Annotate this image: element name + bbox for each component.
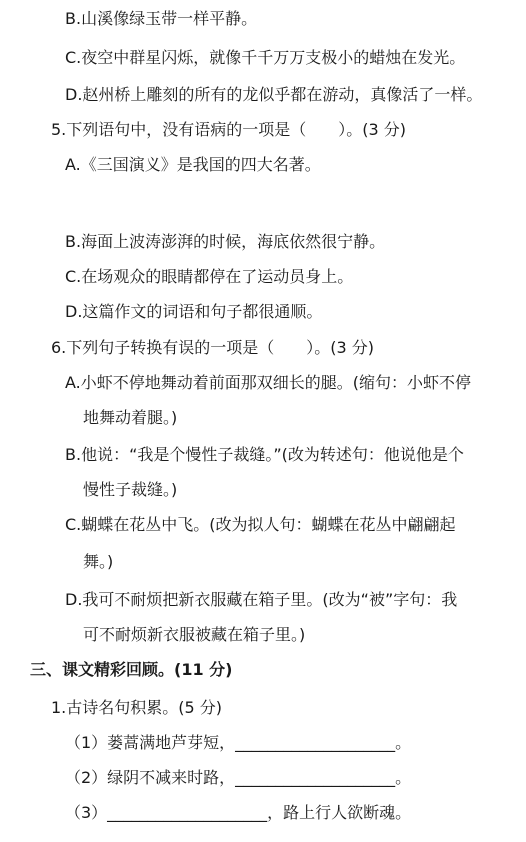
- q6-option-c-line2: 舞。): [83, 552, 114, 571]
- q6-option-b-line2: 慢性子裁缝。): [83, 480, 178, 499]
- q6-option-b-line1: B.他说：“我是个慢性子裁缝。”(改为转述句：他说他是个: [65, 445, 464, 464]
- q4-option-c: C.夜空中群星闪烁，就像千千万万支极小的蜡烛在发光。: [65, 48, 466, 67]
- question-6-title: 6.下列句子转换有误的一项是（ ）。(3 分): [51, 338, 375, 357]
- section-3-heading: 三、课文精彩回顾。(11 分): [30, 660, 233, 679]
- poem-blank-3: （3）____________________，路上行人欲断魂。: [65, 803, 412, 822]
- poem-blank-1: （1）蒌蒿满地芦芽短，____________________。: [65, 733, 412, 752]
- q6-option-d-line2: 可不耐烦新衣服被藏在箱子里。): [83, 625, 306, 644]
- section-3-question-1: 1.古诗名句积累。(5 分): [51, 698, 223, 717]
- q6-option-c-line1: C.蝴蝶在花丛中飞。(改为拟人句：蝴蝶在花丛中翩翩起: [65, 515, 456, 534]
- question-5-title: 5.下列语句中，没有语病的一项是（ ）。(3 分): [51, 120, 407, 139]
- q6-option-a-line2: 地舞动着腿。): [83, 408, 178, 427]
- q5-option-c: C.在场观众的眼睛都停在了运动员身上。: [65, 267, 354, 286]
- q5-option-d: D.这篇作文的词语和句子都很通顺。: [65, 302, 323, 321]
- q6-option-a-line1: A.小虾不停地舞动着前面那双细长的腿。(缩句：小虾不停: [65, 373, 471, 392]
- poem-blank-2: （2）绿阴不减来时路，____________________。: [65, 768, 412, 787]
- q5-option-a: A.《三国演义》是我国的四大名著。: [65, 155, 321, 174]
- q4-option-d: D.赵州桥上雕刻的所有的龙似乎都在游动，真像活了一样。: [65, 85, 483, 104]
- q5-option-b: B.海面上波涛澎湃的时候，海底依然很宁静。: [65, 232, 386, 251]
- q6-option-d-line1: D.我可不耐烦把新衣服藏在箱子里。(改为“被”字句：我: [65, 590, 458, 609]
- q4-option-b: B.山溪像绿玉带一样平静。: [65, 9, 258, 28]
